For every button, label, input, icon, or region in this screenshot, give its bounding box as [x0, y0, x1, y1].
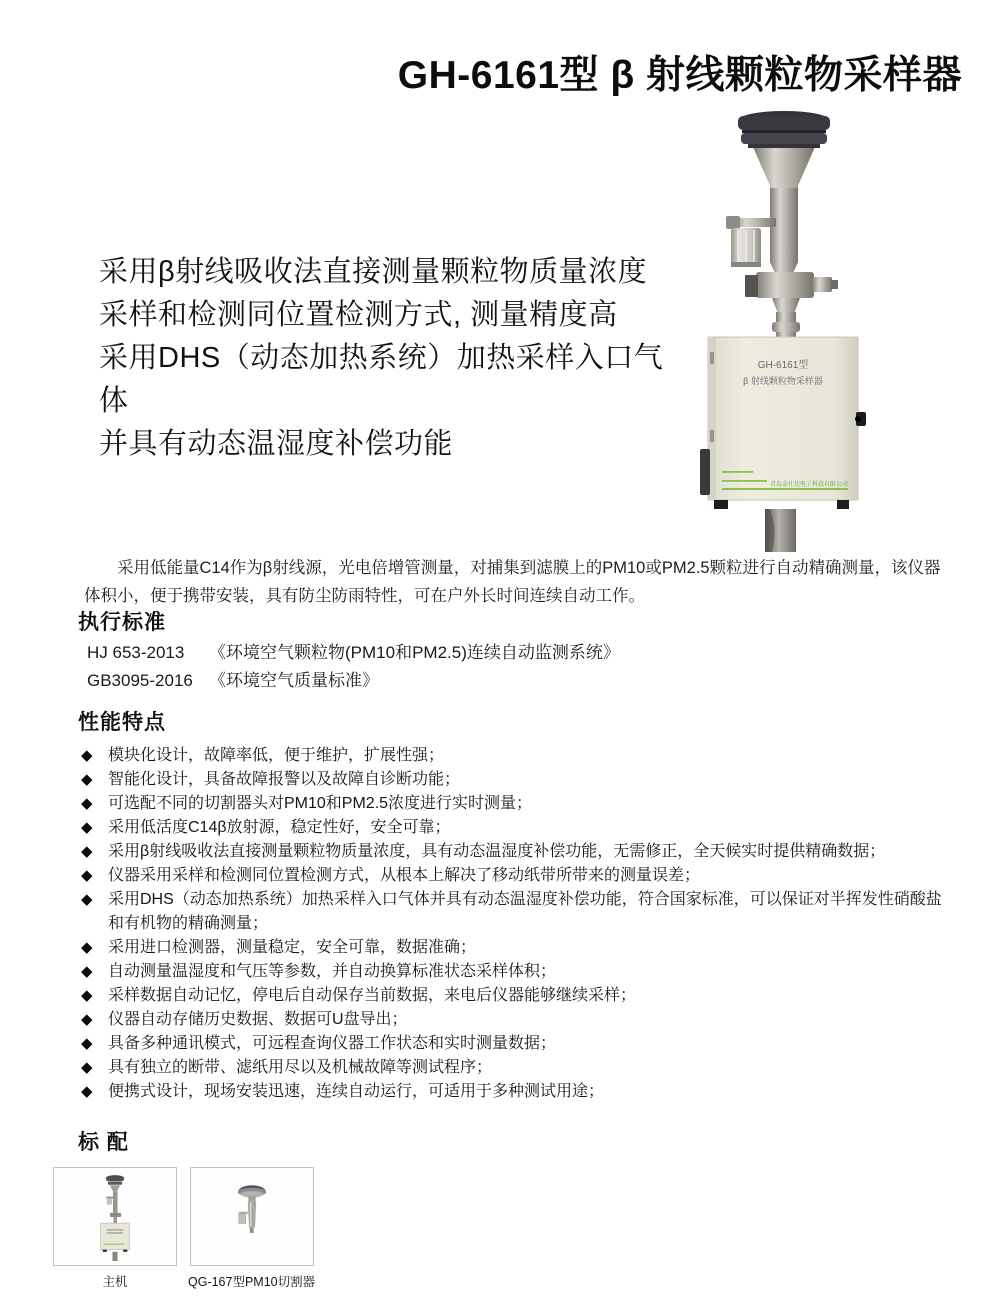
diamond-bullet-icon: ◆ — [81, 819, 93, 836]
diamond-bullet-icon: ◆ — [81, 747, 93, 764]
sampler-box — [700, 337, 866, 509]
performance-item — [81, 768, 949, 792]
diamond-bullet-icon: ◆ — [81, 795, 93, 812]
diamond-bullet-icon: ◆ — [81, 1059, 93, 1076]
device-box-model-label: GH-6161型 — [757, 360, 809, 371]
performance-item — [81, 1080, 949, 1104]
diamond-bullet-icon: ◆ — [81, 963, 93, 980]
performance-list — [81, 744, 949, 1104]
standards-heading: 执行标准 — [78, 611, 166, 634]
performance-heading: 性能特点 — [78, 711, 166, 734]
performance-item — [81, 1032, 949, 1056]
performance-text: 采用β射线吸收法直接测量颗粒物质量浓度，具有动态温湿度补偿功能，无需修正，全天候实时提供精确数据； — [108, 843, 886, 860]
coupling-assembly — [745, 272, 838, 340]
performance-item — [81, 1056, 949, 1080]
performance-item — [81, 936, 949, 960]
device-box-name-label: β 射线颗粒物采样器 — [743, 376, 823, 386]
feature-line: 采用DHS（动态加热系统）加热采样入口气体 — [99, 342, 664, 417]
accessories-row — [53, 1167, 315, 1290]
diamond-bullet-icon: ◆ — [81, 771, 93, 788]
performance-item — [81, 744, 949, 768]
standard-title: 《环境空气颗粒物(PM10和PM2.5)连续自动监测系统》 — [209, 643, 620, 662]
rain-cap — [738, 111, 830, 148]
standards-list — [87, 639, 620, 695]
performance-text: 具备多种通讯模式，可远程查询仪器工作状态和实时测量数据； — [108, 1035, 557, 1052]
funnel-cone — [753, 147, 815, 188]
performance-text: 采用进口检测器，测量稳定，安全可靠，数据准确； — [108, 939, 477, 956]
accessory-cutter — [188, 1167, 315, 1290]
standard-title: 《环境空气质量标准》 — [209, 671, 379, 690]
standard-row — [87, 639, 620, 667]
performance-item — [81, 816, 949, 840]
standard-row — [87, 667, 620, 695]
performance-text: 仪器自动存储历史数据、数据可U盘导出； — [108, 1011, 408, 1028]
side-mount-block — [700, 449, 710, 495]
performance-item — [81, 840, 949, 864]
performance-text: 仪器采用采样和检测同位置检测方式，从根本上解决了移动纸带所带来的测量误差； — [108, 867, 701, 884]
performance-text: 模块化设计，故障率低，便于维护，扩展性强； — [108, 747, 445, 764]
performance-item — [81, 888, 949, 936]
main-unit-thumbnail-image — [80, 1172, 150, 1262]
standard-code: HJ 653-2013 — [87, 643, 185, 662]
feature-line: 并具有动态温湿度补偿功能 — [99, 428, 454, 460]
performance-item — [81, 864, 949, 888]
feature-line: 采样和检测同位置检测方式, 测量精度高 — [99, 299, 618, 331]
feature-highlights — [99, 251, 679, 466]
performance-text: 具有独立的断带、滤纸用尽以及机械故障等测试程序； — [108, 1059, 493, 1076]
diamond-bullet-icon: ◆ — [81, 1011, 93, 1028]
performance-item — [81, 984, 949, 1008]
performance-text: 采用低活度C14β放射源，稳定性好，安全可靠； — [108, 819, 451, 836]
performance-text: 可选配不同的切割器头对PM10和PM2.5浓度进行实时测量； — [108, 795, 533, 812]
sampling-tube — [753, 147, 815, 278]
accessory-card — [53, 1167, 177, 1266]
performance-text: 采用DHS（动态加热系统）加热采样入口气体并具有动态温湿度补偿功能，符合国家标准，可以保证对半挥发性硝酸盐和有机物的精确测量； — [108, 891, 942, 932]
performance-text: 便携式设计，现场安装迅速，连续自动运行，可适用于多种测试用途； — [108, 1083, 605, 1100]
product-photo — [660, 100, 990, 552]
accessory-main-unit — [53, 1167, 177, 1290]
intro-paragraph: 采用低能量C14作为β射线源，光电倍增管测量，对捕集到滤膜上的PM10或PM2.5颗粒进行自动精确测量，该仪器体积小，便于携带安装，具有防尘防雨特性，可在户外长时间连续自动工作。 — [84, 558, 941, 605]
performance-text: 自动测量温湿度和气压等参数，并自动换算标准状态采样体积； — [108, 963, 557, 980]
accessory-caption: 主机 — [102, 1275, 128, 1289]
side-sensor — [726, 216, 776, 267]
cutter-thumbnail-image — [220, 1180, 284, 1254]
diamond-bullet-icon: ◆ — [81, 891, 93, 908]
performance-item — [81, 792, 949, 816]
accessories-heading: 标 配 — [78, 1131, 129, 1154]
diamond-bullet-icon: ◆ — [81, 987, 93, 1004]
performance-text: 采样数据自动记忆，停电后自动保存当前数据，来电后仪器能够继续采样； — [108, 987, 637, 1004]
diamond-bullet-icon: ◆ — [81, 1035, 93, 1052]
device-company-label: 青岛金仕达电子科技有限公司 — [769, 482, 848, 488]
diamond-bullet-icon: ◆ — [81, 867, 93, 884]
diamond-bullet-icon: ◆ — [81, 1083, 93, 1100]
performance-item — [81, 1008, 949, 1032]
standard-code: GB3095-2016 — [87, 671, 193, 690]
accessory-caption: QG-167型PM10切割器 — [188, 1275, 316, 1289]
page-title: GH-6161型 β 射线颗粒物采样器 — [397, 54, 962, 97]
diamond-bullet-icon: ◆ — [81, 939, 93, 956]
performance-item — [81, 960, 949, 984]
diamond-bullet-icon: ◆ — [81, 843, 93, 860]
performance-text: 智能化设计，具备故障报警以及故障自诊断功能； — [108, 771, 461, 788]
feature-line: 采用β射线吸收法直接测量颗粒物质量浓度 — [99, 256, 648, 288]
mounting-pole — [765, 509, 796, 552]
accessory-card — [190, 1167, 314, 1266]
